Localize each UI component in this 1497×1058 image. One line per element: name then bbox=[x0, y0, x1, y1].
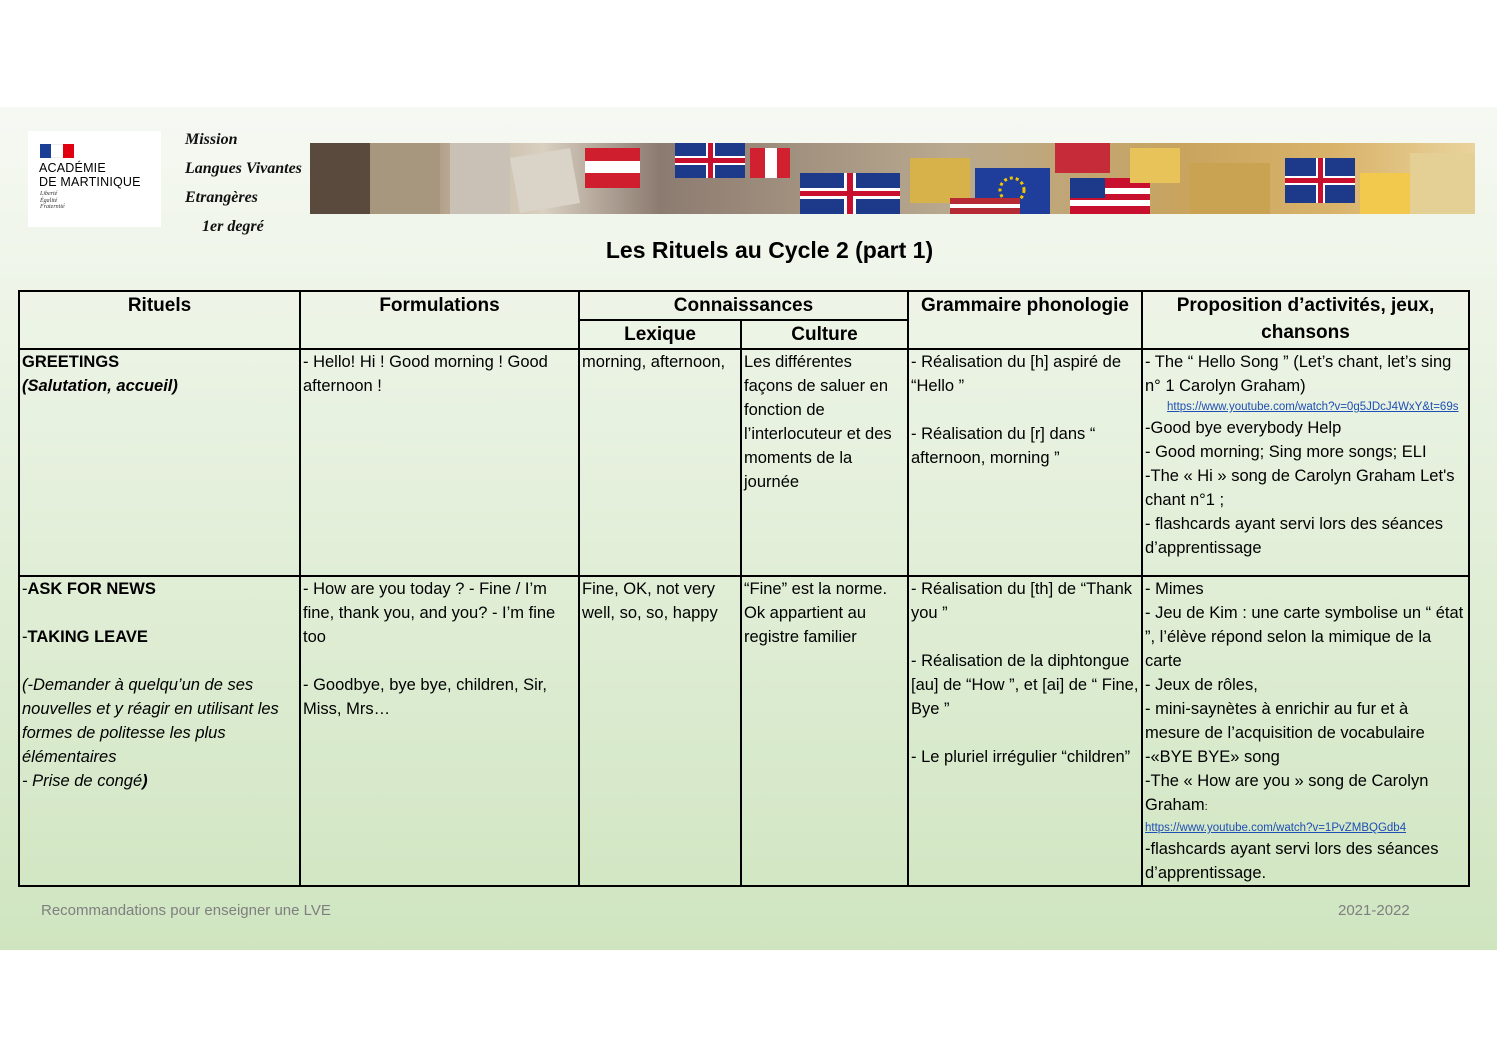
header-rituels: Rituels bbox=[19, 291, 300, 349]
table-row bbox=[19, 349, 1469, 576]
cell-activites: - Mimes - Jeu de Kim : une carte symbolise un “ état ”, l’élève répond selon la mimique de la carte - Jeux de rôles, - mini-saynètes à enrichir au fur et à mesure de l’acquisition de vocabulaire -«BYE BYE» song -The « How are you » song de Carolyn Graham: https://www.youtube.com/watch?v=1PvZMBQGdb4 -flashcards ayant servi lors des séances d’apprentissage. bbox=[1142, 576, 1469, 886]
header-grammaire: Grammaire phonologie bbox=[908, 291, 1142, 349]
academy-logo bbox=[28, 131, 161, 227]
cell-grammaire: - Réalisation du [th] de “Thank you ” - Réalisation de la diphtongue [au] de “How ”, et [ai] de “ Fine, Bye ” - Le pluriel irrégulier “children” bbox=[908, 576, 1142, 886]
youtube-link[interactable]: https://www.youtube.com/watch?v=1PvZMBQGdb4 bbox=[1145, 822, 1407, 834]
page-title: Les Rituels au Cycle 2 (part 1) bbox=[605, 237, 934, 263]
french-flag-icon bbox=[40, 144, 74, 158]
header-lexique: Lexique bbox=[579, 320, 741, 349]
rituals-table bbox=[18, 290, 1470, 887]
academy-name: ACADÉMIE DE MARTINIQUE bbox=[39, 161, 141, 189]
youtube-link[interactable]: https://www.youtube.com/watch?v=0g5JDcJ4WxY&t=69s bbox=[1167, 401, 1459, 413]
cell-formulations: - Hello! Hi ! Good morning ! Good afternoon ! bbox=[300, 349, 579, 576]
cell-grammaire: - Réalisation du [h] aspiré de “Hello ” - Réalisation du [r] dans “ afternoon, morning ” bbox=[908, 349, 1142, 576]
header-activites: Proposition d’activités, jeux, chansons bbox=[1142, 291, 1469, 349]
header-formulations: Formulations bbox=[300, 291, 579, 349]
table-row bbox=[19, 576, 1469, 886]
cell-activites: - The “ Hello Song ” (Let’s chant, let’s sing n° 1 Carolyn Graham) https://www.youtube.com/watch?v=0g5JDcJ4WxY&t=69s -Good bye everybody Help - Good morning; Sing more songs; ELI -The « Hi » song de Carolyn Graham Let's chant n°1 ; - flashcards ayant servi lors des séances d’apprentissage bbox=[1142, 349, 1469, 576]
cell-lexique: Fine, OK, not very well, so, so, happy bbox=[579, 576, 741, 886]
footer-note: Recommandations pour enseigner une LVE bbox=[41, 902, 331, 919]
cell-culture: Les différentes façons de saluer en fonction de l’interlocuteur et des moments de la journée bbox=[741, 349, 908, 576]
cell-formulations: - How are you today ? - Fine / I’m fine, thank you, and you? - I’m fine too - Goodbye, bye bye, children, Sir, Miss, Mrs… bbox=[300, 576, 579, 886]
academy-motto: Liberté Égalité Fraternité bbox=[40, 191, 65, 210]
cell-rituel: -ASK FOR NEWS -TAKING LEAVE (-Demander à quelqu’un de ses nouvelles et y réagir en utilisant les formes de politesse les plus élémentaires - Prise de congé) bbox=[19, 576, 300, 886]
table-header-row bbox=[19, 291, 1469, 320]
footer-year: 2021-2022 bbox=[1338, 902, 1410, 919]
flags-banner-image bbox=[310, 143, 1475, 214]
cell-lexique: morning, afternoon, bbox=[579, 349, 741, 576]
slide bbox=[0, 107, 1497, 950]
cell-culture: “Fine” est la norme. Ok appartient au registre familier bbox=[741, 576, 908, 886]
flags-illustration bbox=[310, 143, 1475, 214]
header-culture: Culture bbox=[741, 320, 908, 349]
header-connaissances: Connaissances bbox=[579, 291, 908, 320]
mission-label: Mission Langues Vivantes Etrangères 1er degré bbox=[185, 131, 302, 235]
cell-rituel: GREETINGS (Salutation, accueil) bbox=[19, 349, 300, 576]
